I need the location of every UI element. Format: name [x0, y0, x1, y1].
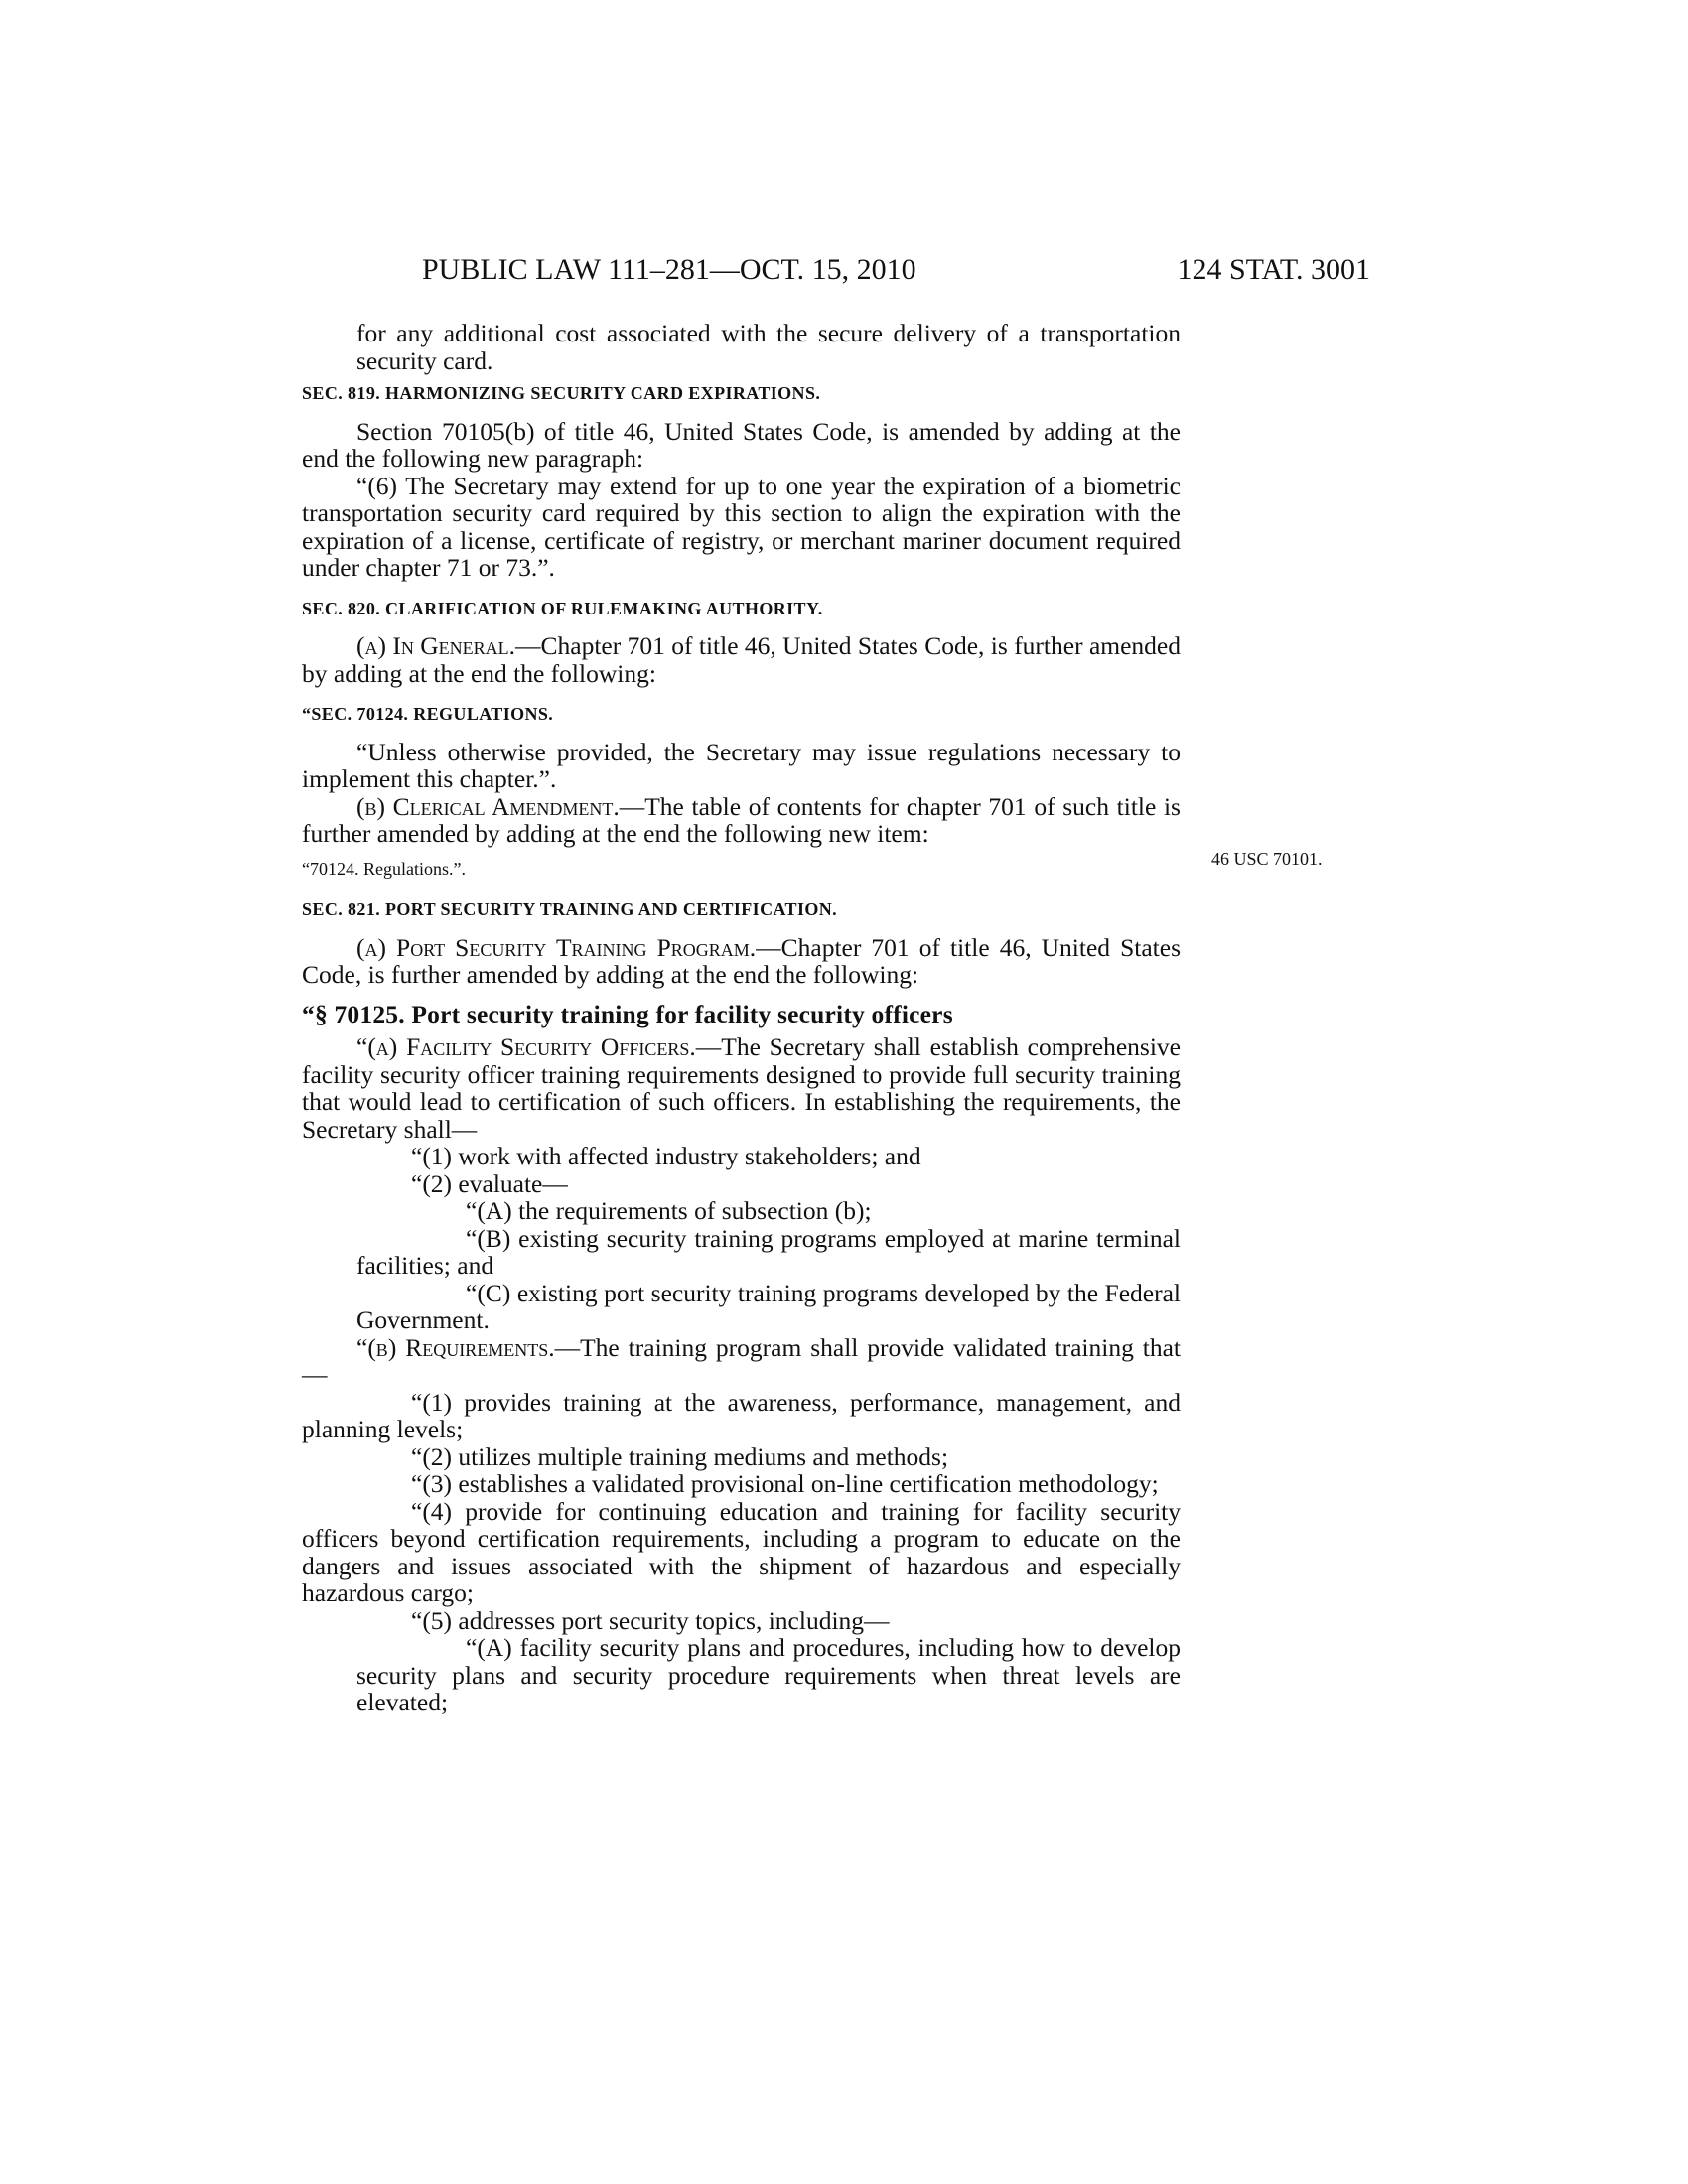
section-heading-821: SEC. 821. PORT SECURITY TRAINING AND CERTIFICATION.: [302, 899, 838, 919]
subsection-text: —The table of contents for chapter 701 of such title is further amended by adding at the end the following new item:: [302, 791, 1181, 848]
list-item: “(2) evaluate—: [411, 1168, 568, 1198]
paragraph: Section 70105(b) of title 46, United States Code, is amended by adding at the end the following new paragraph:: [302, 416, 1181, 473]
list-item: “(B) existing security training programs employed at marine terminal facilities; and: [356, 1223, 1181, 1280]
subsection-label: (a) Port Security Training Program.: [356, 932, 757, 962]
list-item: “(1) provides training at the awareness, performance, management, and planning levels;: [302, 1387, 1181, 1443]
subsection-text: —Chapter 701 of title 46, United States Code, is further amended by adding at the end the following:: [302, 631, 1181, 688]
subsection-text: —The Secretary shall establish comprehensive facility security officer training requirements designed to provide full security training that would lead to certification of such officers. In establishing the requirements, the Secretary shall—: [302, 1032, 1181, 1144]
paragraph: [302, 632, 1181, 687]
subsection-label: (b) Clerical Amendment.: [356, 791, 620, 821]
section-heading-70125: “§ 70125. Port security training for facility security officers: [302, 999, 953, 1028]
paragraph-continued: for any additional cost associated with the secure delivery of a transportation security card.: [356, 319, 1181, 375]
paragraph: [302, 793, 1181, 848]
paragraph: “Unless otherwise provided, the Secretary may issue regulations necessary to implement this chapter.”.: [302, 737, 1181, 793]
section-heading-819: SEC. 819. HARMONIZING SECURITY CARD EXPIRATIONS.: [302, 383, 821, 403]
document-body: [302, 320, 1181, 1716]
list-item: “(1) work with affected industry stakeholders; and: [411, 1142, 921, 1170]
toc-item: “70124. Regulations.”.: [302, 858, 466, 879]
subsection-label: “(b) Requirements.: [356, 1332, 555, 1362]
list-item: “(C) existing port security training programs developed by the Federal Government.: [356, 1278, 1181, 1334]
section-heading-820: SEC. 820. CLARIFICATION OF RULEMAKING AUTHORITY.: [302, 598, 823, 618]
subsection-text: —The training program shall provide validated training that—: [302, 1332, 1181, 1389]
paragraph: [302, 1033, 1181, 1143]
list-item: “(3) establishes a validated provisional on-line certification methodology;: [411, 1469, 1159, 1498]
subsection-label: (a) In General.: [356, 631, 516, 660]
list-item: “(5) addresses port security topics, including—: [411, 1605, 890, 1635]
subsection-text: —Chapter 701 of title 46, United States Code, is further amended by adding at the end the following:: [302, 932, 1181, 989]
list-item: “(A) facility security plans and procedures, including how to develop security plans and security procedure requirements when threat levels are elevated;: [356, 1633, 1181, 1716]
subsection-label: “(a) Facility Security Officers.: [356, 1032, 696, 1061]
header-stat-page: 124 STAT. 3001: [1177, 253, 1370, 286]
list-item: “(A) the requirements of subsection (b);: [466, 1196, 872, 1225]
header-title: PUBLIC LAW 111–281—OCT. 15, 2010: [422, 253, 916, 286]
paragraph: [302, 1334, 1181, 1389]
section-heading-70124: “SEC. 70124. REGULATIONS.: [302, 704, 554, 724]
paragraph: “(6) The Secretary may extend for up to one year the expiration of a biometric transportation security card required by this section to align the expiration with the expiration of a license, certificate of registry, or merchant mariner document required under chapter 71 or 73.”.: [302, 471, 1181, 582]
margin-note: 46 USC 70101.: [1211, 849, 1323, 869]
list-item: “(2) utilizes multiple training mediums and methods;: [411, 1441, 949, 1471]
running-header: [298, 253, 1370, 293]
list-item: “(4) provide for continuing education and training for facility security officers beyond certification requirements, including a program to educate on the dangers and issues associated with the shipment of hazardous and especially hazardous cargo;: [302, 1496, 1181, 1607]
paragraph: [302, 934, 1181, 989]
